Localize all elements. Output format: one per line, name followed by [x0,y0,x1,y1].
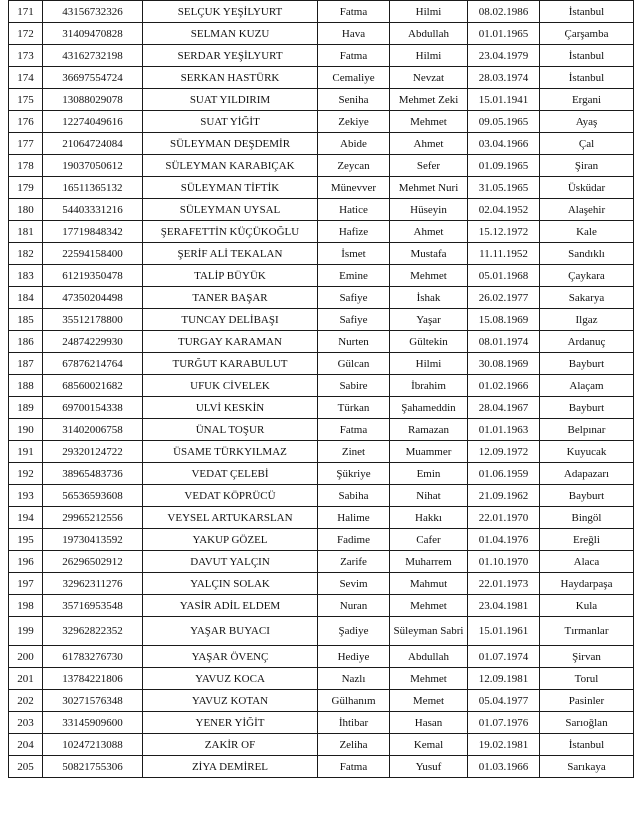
father-name-cell: Sefer [390,155,468,177]
birth-date-cell: 01.01.1963 [468,419,540,441]
table-row [9,243,634,265]
mother-name-cell: Abide [318,133,390,155]
mother-name-cell: Münevver [318,177,390,199]
father-name-cell: Hilmi [390,353,468,375]
id-number-cell: 32962311276 [43,573,143,595]
row-number-cell: 191 [9,441,43,463]
birth-place-cell: İstanbul [540,45,634,67]
full-name-cell: SELMAN KUZU [143,23,318,45]
row-number-cell: 174 [9,67,43,89]
full-name-cell: YAŞAR ÖVENÇ [143,646,318,668]
birth-place-cell: Kula [540,595,634,617]
full-name-cell: VEDAT ÇELEBİ [143,463,318,485]
birth-date-cell: 01.04.1976 [468,529,540,551]
birth-date-cell: 01.01.1965 [468,23,540,45]
mother-name-cell: Nurten [318,331,390,353]
table-row [9,89,634,111]
birth-date-cell: 01.07.1974 [468,646,540,668]
full-name-cell: SUAT YILDIRIM [143,89,318,111]
table-row [9,265,634,287]
father-name-cell: Kemal [390,734,468,756]
mother-name-cell: Sabire [318,375,390,397]
full-name-cell: TALİP BÜYÜK [143,265,318,287]
table-row [9,375,634,397]
id-number-cell: 36697554724 [43,67,143,89]
full-name-cell: YALÇIN SOLAK [143,573,318,595]
father-name-cell: Nihat [390,485,468,507]
father-name-cell: Muharrem [390,551,468,573]
id-number-cell: 35512178800 [43,309,143,331]
birth-date-cell: 26.02.1977 [468,287,540,309]
row-number-cell: 194 [9,507,43,529]
mother-name-cell: Nuran [318,595,390,617]
full-name-cell: YASİR ADİL ELDEM [143,595,318,617]
table-row [9,309,634,331]
father-name-cell: Yaşar [390,309,468,331]
row-number-cell: 203 [9,712,43,734]
row-number-cell: 193 [9,485,43,507]
table-row [9,485,634,507]
father-name-cell: Mustafa [390,243,468,265]
id-number-cell: 12274049616 [43,111,143,133]
birth-place-cell: Ardanuç [540,331,634,353]
row-number-cell: 172 [9,23,43,45]
id-number-cell: 67876214764 [43,353,143,375]
father-name-cell: Abdullah [390,23,468,45]
table-row [9,668,634,690]
birth-date-cell: 02.04.1952 [468,199,540,221]
id-number-cell: 31409470828 [43,23,143,45]
father-name-cell: Süleyman Sabri [390,617,468,646]
table-row [9,419,634,441]
birth-date-cell: 28.04.1967 [468,397,540,419]
birth-date-cell: 08.01.1974 [468,331,540,353]
full-name-cell: YAVUZ KOTAN [143,690,318,712]
birth-date-cell: 12.09.1981 [468,668,540,690]
father-name-cell: Hüseyin [390,199,468,221]
id-number-cell: 61783276730 [43,646,143,668]
id-number-cell: 32962822352 [43,617,143,646]
father-name-cell: Hasan [390,712,468,734]
id-number-cell: 31402006758 [43,419,143,441]
id-number-cell: 29965212556 [43,507,143,529]
full-name-cell: TANER BAŞAR [143,287,318,309]
birth-date-cell: 01.10.1970 [468,551,540,573]
birth-date-cell: 11.11.1952 [468,243,540,265]
id-number-cell: 16511365132 [43,177,143,199]
birth-date-cell: 15.01.1961 [468,617,540,646]
personnel-table [8,0,634,778]
full-name-cell: SÜLEYMAN DEŞDEMİR [143,133,318,155]
birth-place-cell: Kale [540,221,634,243]
mother-name-cell: Zinet [318,441,390,463]
birth-place-cell: Çarşamba [540,23,634,45]
table-row [9,756,634,778]
father-name-cell: Nevzat [390,67,468,89]
full-name-cell: SÜLEYMAN UYSAL [143,199,318,221]
id-number-cell: 24874229930 [43,331,143,353]
mother-name-cell: Türkan [318,397,390,419]
table-row [9,690,634,712]
father-name-cell: Mehmet Nuri [390,177,468,199]
birth-date-cell: 28.03.1974 [468,67,540,89]
table-row [9,507,634,529]
mother-name-cell: Nazlı [318,668,390,690]
mother-name-cell: Şükriye [318,463,390,485]
mother-name-cell: Emine [318,265,390,287]
row-number-cell: 176 [9,111,43,133]
full-name-cell: TUNCAY DELİBAŞI [143,309,318,331]
birth-date-cell: 23.04.1979 [468,45,540,67]
father-name-cell: Cafer [390,529,468,551]
father-name-cell: İshak [390,287,468,309]
birth-place-cell: Belpınar [540,419,634,441]
full-name-cell: SERDAR YEŞİLYURT [143,45,318,67]
birth-place-cell: Şirvan [540,646,634,668]
table-row [9,67,634,89]
father-name-cell: Mehmet [390,111,468,133]
row-number-cell: 183 [9,265,43,287]
id-number-cell: 43162732198 [43,45,143,67]
birth-date-cell: 15.12.1972 [468,221,540,243]
full-name-cell: SUAT YİĞİT [143,111,318,133]
id-number-cell: 50821755306 [43,756,143,778]
full-name-cell: ZİYA DEMİREL [143,756,318,778]
full-name-cell: ÜNAL TOŞUR [143,419,318,441]
row-number-cell: 184 [9,287,43,309]
table-row [9,573,634,595]
birth-place-cell: Çal [540,133,634,155]
mother-name-cell: Fatma [318,45,390,67]
row-number-cell: 190 [9,419,43,441]
id-number-cell: 47350204498 [43,287,143,309]
full-name-cell: DAVUT YALÇIN [143,551,318,573]
row-number-cell: 204 [9,734,43,756]
row-number-cell: 182 [9,243,43,265]
table-row [9,734,634,756]
birth-place-cell: Adapazarı [540,463,634,485]
birth-date-cell: 12.09.1972 [468,441,540,463]
birth-date-cell: 19.02.1981 [468,734,540,756]
mother-name-cell: Hafize [318,221,390,243]
father-name-cell: Emin [390,463,468,485]
table-row [9,177,634,199]
id-number-cell: 35716953548 [43,595,143,617]
birth-place-cell: Kuyucak [540,441,634,463]
mother-name-cell: Zeycan [318,155,390,177]
birth-date-cell: 08.02.1986 [468,1,540,23]
mother-name-cell: Sabiha [318,485,390,507]
mother-name-cell: Hava [318,23,390,45]
row-number-cell: 195 [9,529,43,551]
table-row [9,199,634,221]
full-name-cell: SÜLEYMAN KARABIÇAK [143,155,318,177]
table-row [9,155,634,177]
id-number-cell: 38965483736 [43,463,143,485]
full-name-cell: ŞERAFETTİN KÜÇÜKOĞLU [143,221,318,243]
row-number-cell: 185 [9,309,43,331]
table-row [9,1,634,23]
table-row [9,133,634,155]
birth-date-cell: 03.04.1966 [468,133,540,155]
father-name-cell: Abdullah [390,646,468,668]
row-number-cell: 200 [9,646,43,668]
father-name-cell: Gültekin [390,331,468,353]
mother-name-cell: Gülcan [318,353,390,375]
table-row [9,331,634,353]
birth-date-cell: 30.08.1969 [468,353,540,375]
mother-name-cell: Safiye [318,287,390,309]
id-number-cell: 10247213088 [43,734,143,756]
birth-place-cell: Şiran [540,155,634,177]
full-name-cell: SELÇUK YEŞİLYURT [143,1,318,23]
birth-place-cell: İstanbul [540,1,634,23]
table-row [9,221,634,243]
row-number-cell: 201 [9,668,43,690]
father-name-cell: Muammer [390,441,468,463]
father-name-cell: Mahmut [390,573,468,595]
birth-date-cell: 22.01.1973 [468,573,540,595]
birth-date-cell: 22.01.1970 [468,507,540,529]
id-number-cell: 33145909600 [43,712,143,734]
birth-place-cell: Torul [540,668,634,690]
row-number-cell: 179 [9,177,43,199]
row-number-cell: 171 [9,1,43,23]
row-number-cell: 199 [9,617,43,646]
birth-place-cell: Haydarpaşa [540,573,634,595]
birth-place-cell: Alaca [540,551,634,573]
row-number-cell: 178 [9,155,43,177]
table-row [9,111,634,133]
table-row [9,595,634,617]
mother-name-cell: Fatma [318,1,390,23]
row-number-cell: 175 [9,89,43,111]
row-number-cell: 189 [9,397,43,419]
father-name-cell: Hakkı [390,507,468,529]
row-number-cell: 177 [9,133,43,155]
full-name-cell: ŞERİF ALİ TEKALAN [143,243,318,265]
birth-place-cell: İstanbul [540,67,634,89]
father-name-cell: Hilmi [390,45,468,67]
birth-date-cell: 01.03.1966 [468,756,540,778]
father-name-cell: İbrahim [390,375,468,397]
full-name-cell: TURGAY KARAMAN [143,331,318,353]
mother-name-cell: Zeliha [318,734,390,756]
id-number-cell: 22594158400 [43,243,143,265]
row-number-cell: 187 [9,353,43,375]
birth-date-cell: 01.09.1965 [468,155,540,177]
id-number-cell: 19730413592 [43,529,143,551]
birth-date-cell: 21.09.1962 [468,485,540,507]
mother-name-cell: Hediye [318,646,390,668]
table-row [9,441,634,463]
table-row [9,397,634,419]
id-number-cell: 43156732326 [43,1,143,23]
full-name-cell: YENER YİĞİT [143,712,318,734]
mother-name-cell: Halime [318,507,390,529]
row-number-cell: 192 [9,463,43,485]
full-name-cell: ÜSAME TÜRKYILMAZ [143,441,318,463]
id-number-cell: 30271576348 [43,690,143,712]
row-number-cell: 197 [9,573,43,595]
full-name-cell: SÜLEYMAN TİFTİK [143,177,318,199]
father-name-cell: Ahmet [390,133,468,155]
birth-place-cell: Tırmanlar [540,617,634,646]
full-name-cell: SERKAN HASTÜRK [143,67,318,89]
full-name-cell: ULVİ KESKİN [143,397,318,419]
id-number-cell: 69700154338 [43,397,143,419]
mother-name-cell: Gülhanım [318,690,390,712]
table-row [9,646,634,668]
table-row [9,45,634,67]
row-number-cell: 202 [9,690,43,712]
mother-name-cell: Zarife [318,551,390,573]
mother-name-cell: Zekiye [318,111,390,133]
mother-name-cell: Hatice [318,199,390,221]
id-number-cell: 29320124722 [43,441,143,463]
father-name-cell: Mehmet [390,668,468,690]
birth-place-cell: Bayburt [540,353,634,375]
table-row [9,353,634,375]
birth-date-cell: 31.05.1965 [468,177,540,199]
table-row [9,617,634,646]
birth-date-cell: 23.04.1981 [468,595,540,617]
birth-place-cell: Alaşehir [540,199,634,221]
row-number-cell: 198 [9,595,43,617]
mother-name-cell: İhtibar [318,712,390,734]
document-page [8,0,633,778]
birth-place-cell: Sandıklı [540,243,634,265]
father-name-cell: Mehmet [390,265,468,287]
father-name-cell: Yusuf [390,756,468,778]
birth-date-cell: 05.01.1968 [468,265,540,287]
birth-place-cell: Çaykara [540,265,634,287]
full-name-cell: UFUK CİVELEK [143,375,318,397]
full-name-cell: VEYSEL ARTUKARSLAN [143,507,318,529]
mother-name-cell: Safiye [318,309,390,331]
father-name-cell: Ramazan [390,419,468,441]
birth-date-cell: 01.06.1959 [468,463,540,485]
birth-place-cell: Üsküdar [540,177,634,199]
birth-place-cell: İstanbul [540,734,634,756]
birth-place-cell: Bayburt [540,485,634,507]
father-name-cell: Ahmet [390,221,468,243]
mother-name-cell: Sevim [318,573,390,595]
birth-date-cell: 01.02.1966 [468,375,540,397]
mother-name-cell: Fadime [318,529,390,551]
mother-name-cell: Şadiye [318,617,390,646]
birth-place-cell: Ergani [540,89,634,111]
row-number-cell: 181 [9,221,43,243]
row-number-cell: 196 [9,551,43,573]
birth-place-cell: Ilgaz [540,309,634,331]
mother-name-cell: Cemaliye [318,67,390,89]
table-row [9,529,634,551]
row-number-cell: 188 [9,375,43,397]
id-number-cell: 13784221806 [43,668,143,690]
birth-place-cell: Pasinler [540,690,634,712]
father-name-cell: Şahameddin [390,397,468,419]
full-name-cell: YAVUZ KOCA [143,668,318,690]
father-name-cell: Hilmi [390,1,468,23]
full-name-cell: ZAKİR OF [143,734,318,756]
id-number-cell: 13088029078 [43,89,143,111]
mother-name-cell: İsmet [318,243,390,265]
table-row [9,287,634,309]
birth-place-cell: Sarıoğlan [540,712,634,734]
id-number-cell: 19037050612 [43,155,143,177]
mother-name-cell: Seniha [318,89,390,111]
birth-place-cell: Ayaş [540,111,634,133]
birth-date-cell: 15.01.1941 [468,89,540,111]
birth-place-cell: Alaçam [540,375,634,397]
row-number-cell: 186 [9,331,43,353]
row-number-cell: 180 [9,199,43,221]
full-name-cell: TURĞUT KARABULUT [143,353,318,375]
mother-name-cell: Fatma [318,756,390,778]
id-number-cell: 17719848342 [43,221,143,243]
birth-place-cell: Ereğli [540,529,634,551]
birth-place-cell: Sakarya [540,287,634,309]
birth-date-cell: 01.07.1976 [468,712,540,734]
table-body [9,1,634,778]
birth-date-cell: 05.04.1977 [468,690,540,712]
father-name-cell: Mehmet [390,595,468,617]
birth-place-cell: Bingöl [540,507,634,529]
table-row [9,712,634,734]
id-number-cell: 26296502912 [43,551,143,573]
row-number-cell: 173 [9,45,43,67]
id-number-cell: 68560021682 [43,375,143,397]
birth-place-cell: Bayburt [540,397,634,419]
full-name-cell: YAKUP GÖZEL [143,529,318,551]
birth-date-cell: 09.05.1965 [468,111,540,133]
full-name-cell: YAŞAR BUYACI [143,617,318,646]
id-number-cell: 56536593608 [43,485,143,507]
birth-date-cell: 15.08.1969 [468,309,540,331]
table-row [9,463,634,485]
table-row [9,23,634,45]
father-name-cell: Mehmet Zeki [390,89,468,111]
id-number-cell: 54403331216 [43,199,143,221]
father-name-cell: Memet [390,690,468,712]
row-number-cell: 205 [9,756,43,778]
id-number-cell: 21064724084 [43,133,143,155]
id-number-cell: 61219350478 [43,265,143,287]
full-name-cell: VEDAT KÖPRÜCÜ [143,485,318,507]
birth-place-cell: Sarıkaya [540,756,634,778]
mother-name-cell: Fatma [318,419,390,441]
table-row [9,551,634,573]
